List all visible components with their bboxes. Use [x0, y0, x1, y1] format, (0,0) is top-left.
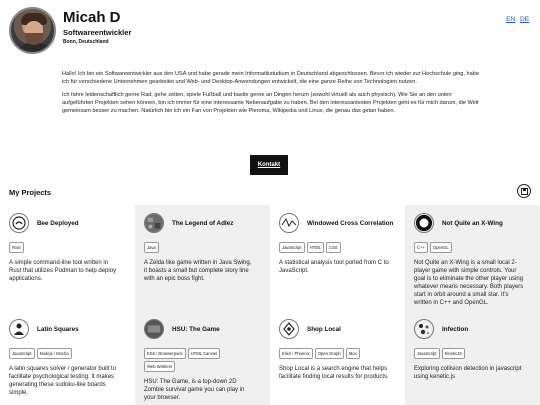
project-tags — [414, 348, 509, 359]
project-card-header — [414, 211, 534, 235]
project-card-header — [144, 211, 264, 235]
project-card-header — [144, 317, 264, 341]
tech-tag: Nodejs / Mocha — [37, 348, 72, 359]
tech-tag: OpenGL — [430, 242, 452, 253]
tech-tag: ES6 / Browserpack — [144, 348, 186, 359]
person-icon — [9, 319, 29, 339]
project-tags — [9, 242, 104, 253]
tech-tag: C++ — [414, 242, 428, 253]
project-card-header — [9, 211, 129, 235]
profile-name: Micah D — [63, 9, 121, 26]
project-card-header — [279, 317, 399, 341]
tech-tag: HTML Canvas — [188, 348, 221, 359]
diamond-icon — [279, 319, 299, 339]
projects-grid — [0, 205, 540, 405]
profile-location: Bonn, Deutschland — [63, 39, 109, 45]
tech-tag: Elixir / Phoenix — [279, 348, 313, 359]
project-card[interactable] — [135, 311, 270, 405]
tech-tag: HTML — [307, 242, 324, 253]
tech-tag: Rust — [9, 242, 24, 253]
contact-button[interactable]: Kontakt — [250, 155, 288, 175]
project-card-header — [279, 211, 399, 235]
tech-tag: CSS — [326, 242, 341, 253]
bee-icon — [9, 213, 29, 233]
profile-role: Softwareentwickler — [63, 28, 132, 37]
particles-icon — [414, 319, 434, 339]
bio-paragraph: Hallo! Ich bin ein Softwareentwickler aus den USA und habe gerade mein Informatikstudium in Deutschland abgeschlossen. Bevor ich wieder zur Hochschule ging, habe ich für verschiedene Unternehmen gearbeitet und Web- und Desktop-Anwendungen entwickelt, die eine ganze Reihe von Technologien nutzen. — [62, 71, 479, 85]
profile-header — [0, 0, 540, 60]
avatar — [9, 7, 56, 54]
project-title[interactable]: Shop Local — [307, 325, 341, 333]
project-title[interactable]: HSU: The Game — [172, 325, 220, 333]
project-description: A Zelda like game written in Java Swing, it boasts a small but complete story line with an epic boss fight. — [144, 260, 252, 282]
project-card-header — [9, 317, 129, 341]
project-card[interactable] — [405, 205, 540, 311]
project-description: A simple command-line tool written in Rust that utilizes Podman to help deploy applications. — [9, 260, 117, 282]
project-title[interactable]: Infection — [442, 325, 469, 333]
waveform-icon — [279, 213, 299, 233]
tech-tag: Web Workers — [144, 361, 175, 372]
project-card[interactable] — [270, 205, 405, 311]
bio-paragraph: Ich fahre leidenschaftlich gerne Rad, gehe zelten, spiele Fußball und bastle gerne an Dingen herum (sowohl virtuell als auch physisch). Wie Sie an den unten aufgeführten Projekten sehen können, bin ich immer für eine interessante Nebenaufgabe zu haben. Bei den interessantesten Projekten geht es für mich darum, die Welt gemeinsam besser zu machen. Natürlich bin ich ein Fan von Projekten wie Pleroma, Wikipedia und Linux, die genau das getan haben. — [62, 92, 479, 114]
project-tags — [279, 242, 374, 253]
tech-tag: KineticJS — [442, 348, 465, 359]
project-card[interactable] — [405, 311, 540, 405]
ring-icon — [414, 213, 434, 233]
bio — [62, 71, 482, 116]
project-tags — [9, 348, 104, 359]
tech-tag: JavaScript — [9, 348, 35, 359]
project-tags — [144, 242, 239, 253]
language-switcher — [503, 16, 529, 23]
tech-tag: Open Graph — [315, 348, 344, 359]
project-description: A statistical analysis tool ported from C to JavaScript. — [279, 260, 389, 274]
project-card-header — [414, 317, 534, 341]
project-tags — [144, 348, 239, 372]
project-title[interactable]: Latin Squares — [37, 325, 79, 333]
game-screen-icon — [144, 319, 164, 339]
project-tags — [414, 242, 509, 253]
project-title[interactable]: Bee Deployed — [37, 219, 79, 227]
project-title[interactable]: Windowed Cross Correlation — [307, 219, 394, 227]
language-link-de[interactable]: DE — [519, 16, 529, 23]
projects-title: My Projects — [9, 188, 52, 197]
tech-tag: Mox — [346, 348, 360, 359]
project-description: Not Quite an X-Wing is a small local 2-player game with simple controls. Your goal is to eliminate the other player using whatever means necessary. Both players start in orbit around a small star. It's written in C++ and OpenGL. — [414, 260, 524, 306]
save-icon[interactable] — [517, 184, 531, 198]
project-description: HSU: The Game, is a top-down 2D Zombie survival game you can play in your browser. — [144, 379, 245, 401]
project-card[interactable] — [270, 311, 405, 405]
project-title[interactable]: The Legend of Adlez — [172, 219, 234, 227]
project-card[interactable] — [0, 205, 135, 311]
project-tags — [279, 348, 374, 359]
language-link-en[interactable]: EN — [506, 16, 516, 23]
project-card[interactable] — [135, 205, 270, 311]
adlez-map-icon — [144, 213, 164, 233]
project-description: A latin squares solver / generator built to facilitate psychological testing. It makes generating these sudoku-like boards simple. — [9, 366, 117, 396]
tech-tag: Java — [144, 242, 159, 253]
project-description: Exploring collision detection in javascript using kenetic.js — [414, 366, 522, 380]
project-title[interactable]: Not Quite an X-Wing — [442, 219, 503, 227]
project-card[interactable] — [0, 311, 135, 405]
tech-tag: JavaScript — [414, 348, 440, 359]
project-description: Shop Local is a search engine that helps facilitate finding local results for products. — [279, 366, 389, 380]
tech-tag: JavaScript — [279, 242, 305, 253]
